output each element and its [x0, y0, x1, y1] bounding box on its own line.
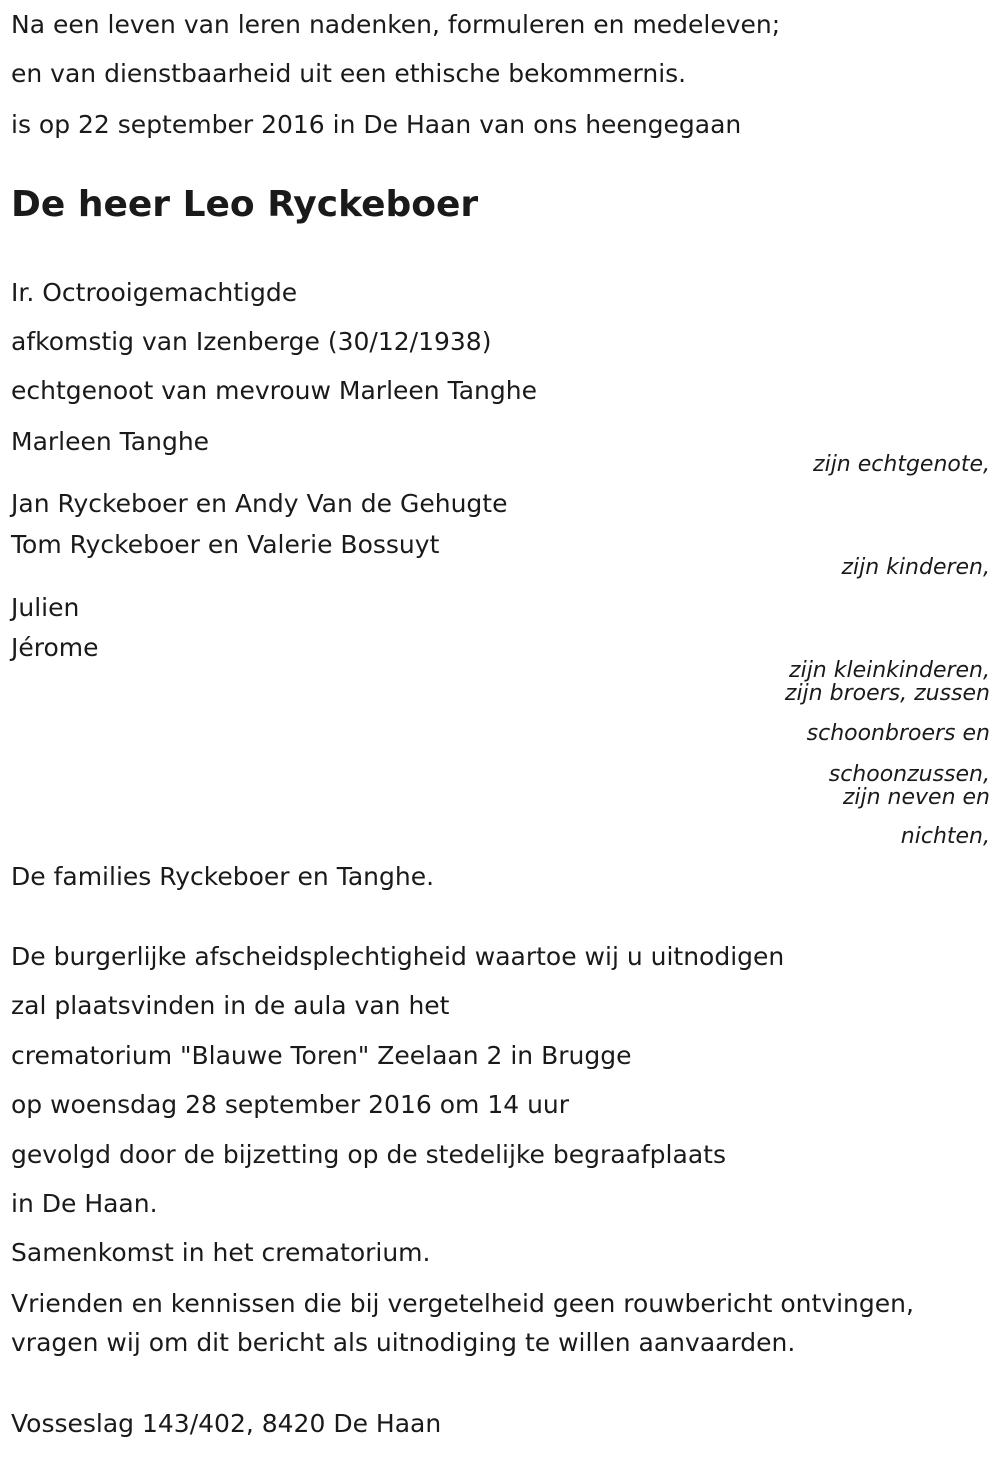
families-line: De families Ryckeboer en Tanghe.	[11, 862, 435, 891]
ceremony-line-2: zal plaatsvinden in de aula van het	[11, 991, 450, 1020]
deceased-title: Ir. Octrooigemachtigde	[11, 278, 298, 307]
cousins-label-2: nichten,	[900, 824, 990, 849]
siblings-label-1: zijn broers, zussen	[784, 681, 990, 706]
grandchild-2: Jérome	[11, 633, 99, 662]
ceremony-line-1: De burgerlijke afscheidsplechtigheid waartoe wij u uitnodigen	[11, 942, 785, 971]
intro-line-2: en van dienstbaarheid uit een ethische bekommernis.	[11, 59, 687, 88]
ceremony-line-6: in De Haan.	[11, 1189, 158, 1218]
spouse-line: echtgenoot van mevrouw Marleen Tanghe	[11, 376, 537, 405]
spouse-label: zijn echtgenote,	[813, 452, 990, 477]
ceremony-line-7: Samenkomst in het crematorium.	[11, 1238, 431, 1267]
intro-line-3: is op 22 september 2016 in De Haan van ons heengegaan	[11, 110, 742, 139]
deceased-origin: afkomstig van Izenberge (30/12/1938)	[11, 327, 492, 356]
cousins-label-1: zijn neven en	[842, 785, 990, 810]
child-1: Jan Ryckeboer en Andy Van de Gehugte	[11, 489, 508, 518]
spouse-name: Marleen Tanghe	[11, 427, 210, 456]
deceased-name: De heer Leo Ryckeboer	[11, 184, 479, 225]
notice-line-2: vragen wij om dit bericht als uitnodiging te willen aanvaarden.	[11, 1328, 796, 1357]
children-label: zijn kinderen,	[841, 555, 990, 580]
child-2: Tom Ryckeboer en Valerie Bossuyt	[11, 530, 440, 559]
ceremony-line-4: op woensdag 28 september 2016 om 14 uur	[11, 1090, 570, 1119]
siblings-label-2: schoonbroers en	[806, 721, 990, 746]
grandchild-1: Julien	[11, 593, 80, 622]
ceremony-line-5: gevolgd door de bijzetting op de stedelijke begraafplaats	[11, 1140, 726, 1169]
siblings-label-3: schoonzussen,	[828, 762, 990, 787]
ceremony-line-3: crematorium "Blauwe Toren" Zeelaan 2 in Brugge	[11, 1041, 632, 1070]
address-line: Vosseslag 143/402, 8420 De Haan	[11, 1409, 442, 1438]
grandchildren-label: zijn kleinkinderen,	[789, 658, 990, 683]
notice-line-1: Vrienden en kennissen die bij vergetelheid geen rouwbericht ontvingen,	[11, 1289, 914, 1318]
intro-line-1: Na een leven van leren nadenken, formuleren en medeleven;	[11, 10, 781, 39]
